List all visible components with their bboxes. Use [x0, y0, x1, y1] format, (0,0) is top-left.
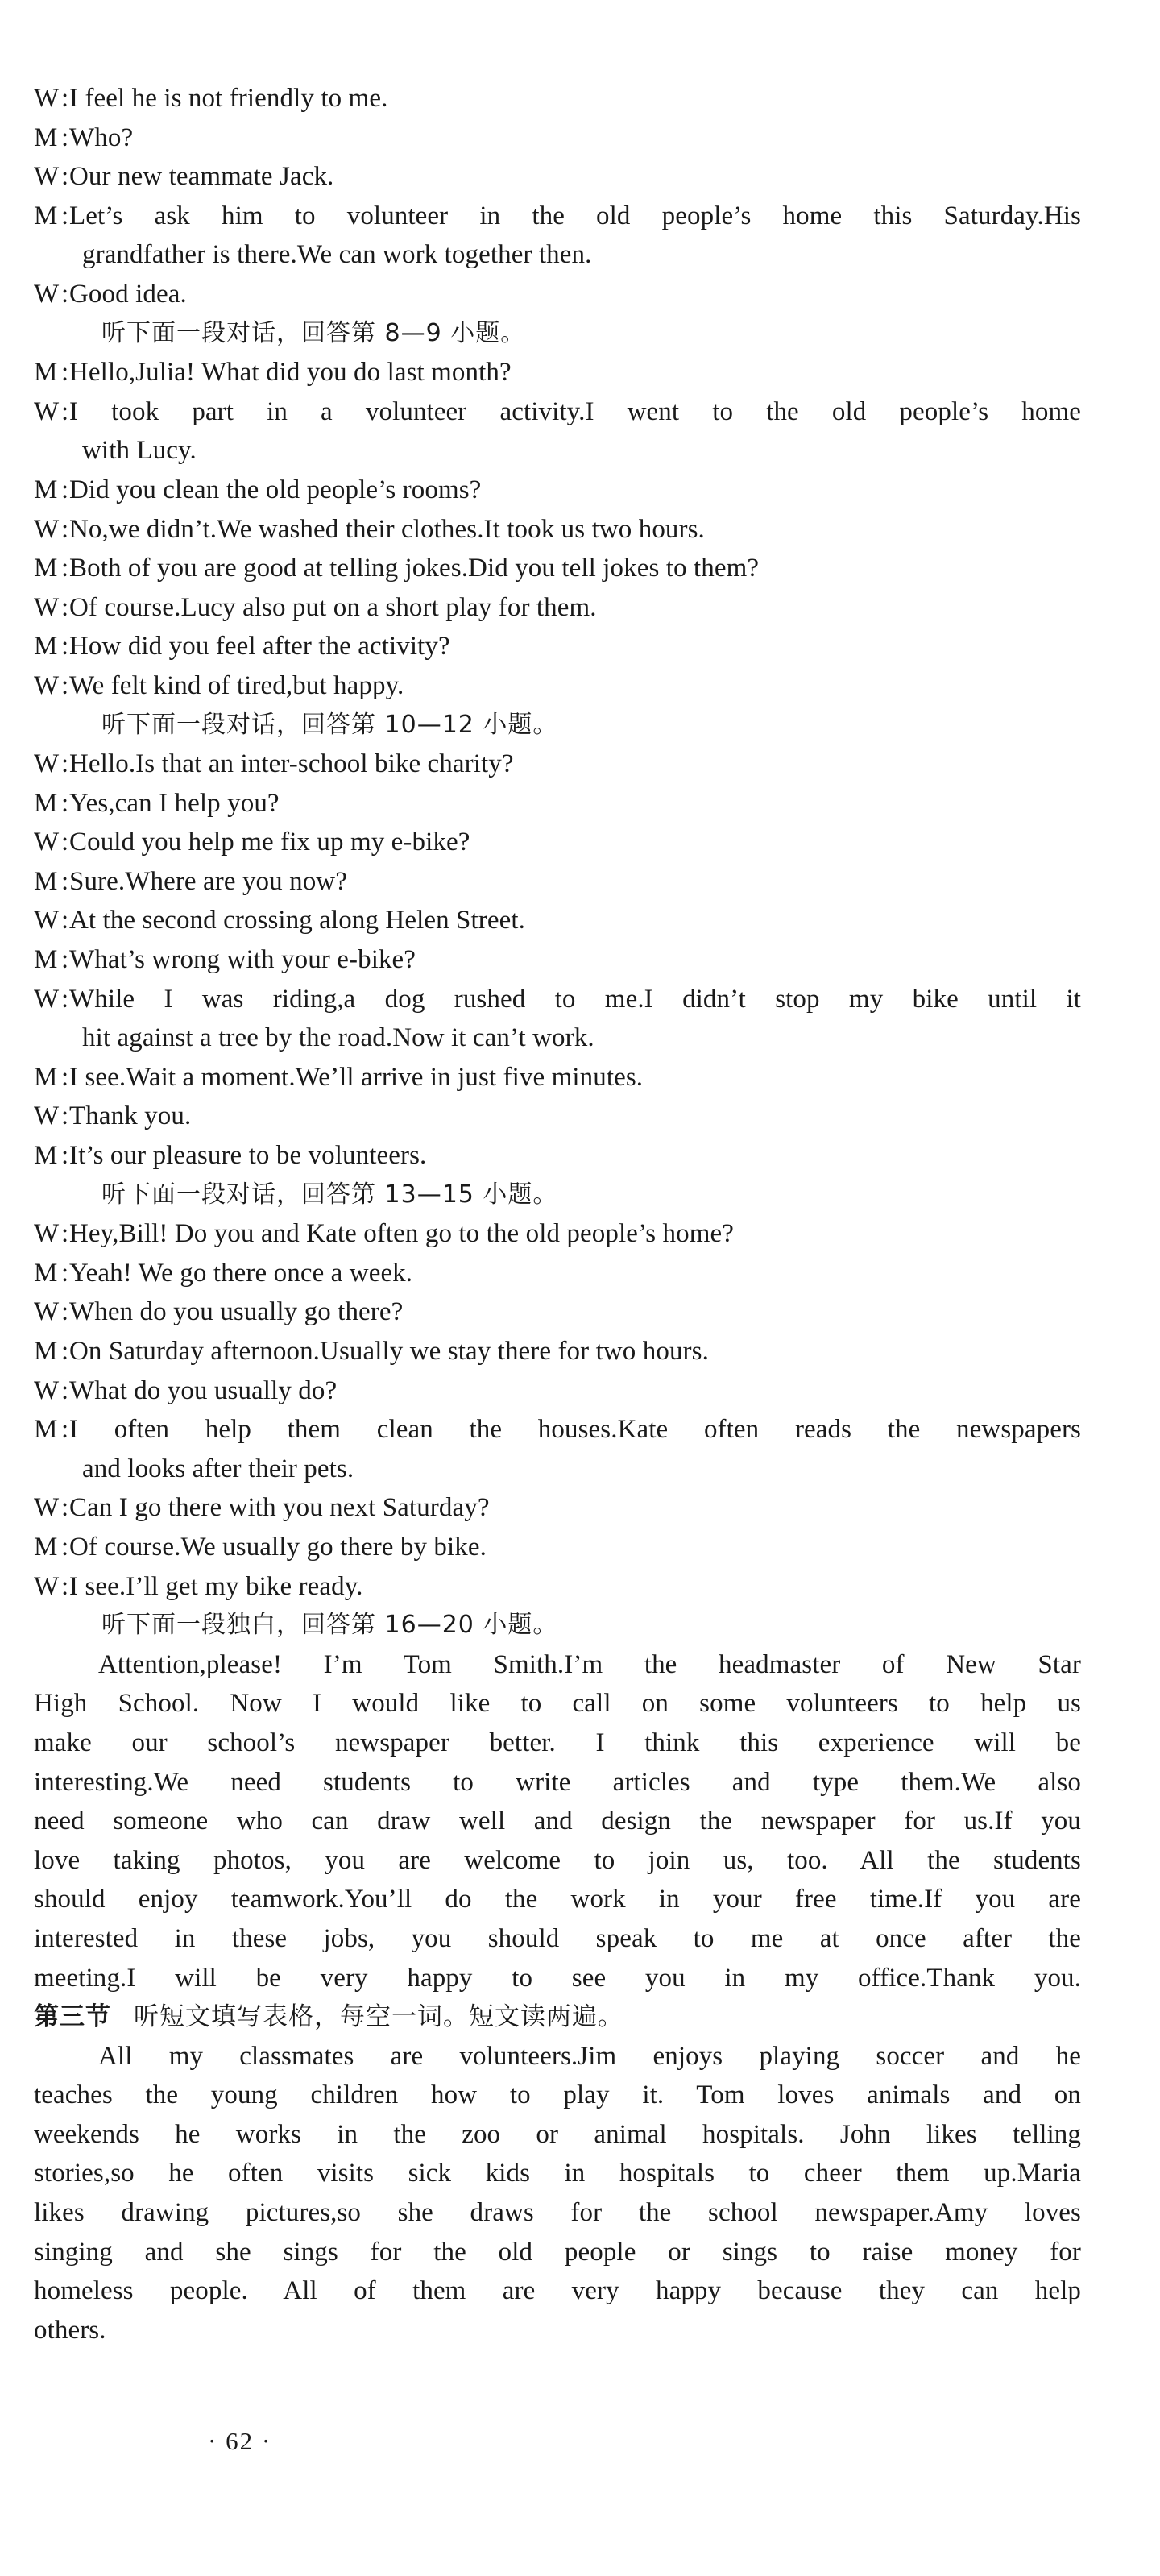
speaker-separator: : [61, 1258, 69, 1288]
dialogue-text: I often help them clean the houses.Kate often reads the newspapers [69, 1415, 1081, 1445]
dialogue-line [34, 471, 1081, 510]
speaker-label: W [34, 670, 60, 700]
dialogue-text: While I was riding,a dog rushed to me.I didn’t stop my bike until it [69, 984, 1081, 1014]
speaker-label: W [34, 1375, 60, 1405]
dialogue-text: Good idea. [69, 279, 187, 309]
dialogue-line [34, 275, 1081, 314]
dialogue-line [34, 1097, 1081, 1136]
dialogue-block-4 [34, 1214, 1081, 1606]
speaker-label: W [34, 1571, 60, 1601]
dialogue-line [34, 1254, 1081, 1293]
section-label: 第三节 [34, 2002, 111, 2032]
dialogue-line [34, 549, 1081, 588]
dialogue-text: I took part in a volunteer activity.I went to the old people’s home [69, 396, 1081, 426]
dialogue-block-3 [34, 745, 1081, 1176]
speaker-label: M [34, 122, 58, 152]
dialogue-line [34, 823, 1081, 862]
speaker-separator: : [61, 514, 69, 544]
dialogue-text: Yes,can I help you? [69, 788, 280, 818]
dialogue-text: I see.I’ll get my bike ready. [69, 1571, 363, 1601]
document-page [34, 79, 1081, 2350]
speaker-separator: : [61, 475, 69, 504]
dialogue-text: Who? [69, 122, 134, 152]
speaker-label: W [34, 592, 60, 622]
speaker-label: M [34, 358, 58, 388]
dialogue-text: Hello,Julia! What did you do last month? [69, 358, 512, 388]
dialogue-text: Our new teammate Jack. [69, 162, 334, 192]
passage-line: stories,so he often visits sick kids in hospitals to cheer them up.Maria [34, 2159, 1081, 2188]
speaker-label: W [34, 984, 60, 1014]
speaker-label: M [34, 1337, 58, 1366]
dialogue-line [34, 1488, 1081, 1528]
dialogue-text: Of course.Lucy also put on a short play for them. [69, 592, 597, 622]
dialogue-continuation: hit against a tree by the road.Now it can’t work. [82, 1023, 594, 1053]
instruction-heading: 听下面一段对话，回答第 8—9 小题。 [102, 318, 526, 347]
speaker-label: W [34, 1101, 60, 1131]
dialogue-line [34, 666, 1081, 706]
monologue-line: make our school’s newspaper better. I think this experience will be [34, 1728, 1081, 1757]
dialogue-text: At the second crossing along Helen Street. [69, 906, 525, 935]
dialogue-line [34, 1567, 1081, 1607]
dialogue-line [34, 588, 1081, 628]
speaker-separator: : [61, 1062, 69, 1092]
dialogue-continuation: with Lucy. [82, 436, 197, 466]
speaker-label: M [34, 1141, 58, 1171]
section-instruction: 听短文填写表格，每空一词。短文读两遍。 [134, 2002, 624, 2032]
monologue-line: interesting.We need students to write articles and type them.We also [34, 1767, 1081, 1797]
speaker-separator: : [61, 1219, 69, 1249]
speaker-label: W [34, 749, 60, 779]
speaker-label: M [34, 1062, 58, 1092]
speaker-label: W [34, 1219, 60, 1249]
dialogue-text: We felt kind of tired,but happy. [69, 670, 404, 700]
dialogue-text: Did you clean the old people’s rooms? [69, 475, 482, 504]
dialogue-line [34, 627, 1081, 666]
dialogue-line [34, 1371, 1081, 1411]
monologue-line: interested in these jobs, you should speak to me at once after the [34, 1923, 1081, 1953]
speaker-separator: : [61, 1337, 69, 1366]
speaker-separator: : [61, 670, 69, 700]
speaker-label: M [34, 1258, 58, 1288]
dialogue-text: Thank you. [69, 1101, 192, 1131]
dialogue-text: Can I go there with you next Saturday? [69, 1493, 490, 1523]
speaker-label: W [34, 279, 60, 309]
speaker-separator: : [61, 945, 69, 975]
dialogue-line [34, 940, 1081, 980]
dialogue-block-1 [34, 79, 1081, 314]
speaker-separator: : [61, 1101, 69, 1131]
speaker-label: M [34, 1532, 58, 1562]
monologue-paragraph [34, 1645, 1081, 1997]
passage-line: weekends he works in the zoo or animal hospitals. John likes telling [34, 2119, 1081, 2149]
dialogue-text: I see.Wait a moment.We’ll arrive in just five minutes. [69, 1062, 644, 1092]
monologue-line: Attention,please! I’m Tom Smith.I’m the headmaster of New Star [98, 1649, 1081, 1679]
speaker-separator: : [61, 279, 69, 309]
dialogue-text: It’s our pleasure to be volunteers. [69, 1141, 427, 1171]
speaker-label: W [34, 1297, 60, 1327]
speaker-label: M [34, 788, 58, 818]
speaker-separator: : [61, 788, 69, 818]
dialogue-text: When do you usually go there? [69, 1297, 404, 1327]
dialogue-text: What do you usually do? [69, 1375, 338, 1405]
passage-line: singing and she sings for the old people or sings to raise money for [34, 2237, 1081, 2267]
passage-line: All my classmates are volunteers.Jim enjoys playing soccer and he [98, 2041, 1081, 2071]
speaker-separator: : [61, 1297, 69, 1327]
dialogue-text: On Saturday afternoon.Usually we stay there for two hours. [69, 1337, 709, 1366]
page-number: · 62 · [208, 2427, 272, 2455]
section-heading [34, 1997, 1081, 2037]
speaker-label: M [34, 866, 58, 896]
dialogue-text: No,we didn’t.We washed their clothes.It took us two hours. [69, 514, 705, 544]
dialogue-line [34, 157, 1081, 197]
speaker-separator: : [61, 201, 69, 230]
speaker-label: M [34, 475, 58, 504]
instruction-heading: 听下面一段独白，回答第 16—20 小题。 [102, 1611, 558, 1640]
dialogue-text: Both of you are good at telling jokes.Did you tell jokes to them? [69, 554, 760, 583]
dialogue-line [34, 1410, 1081, 1450]
speaker-label: W [34, 828, 60, 857]
monologue-line: meeting.I will be very happy to see you in my office.Thank you. [34, 1963, 1081, 1993]
speaker-separator: : [61, 396, 69, 426]
dialogue-line [34, 1292, 1081, 1332]
dialogue-text: How did you feel after the activity? [69, 632, 450, 662]
monologue-line: love taking photos, you are welcome to join us, too. All the students [34, 1845, 1081, 1875]
dialogue-line [34, 745, 1081, 784]
passage-line: likes drawing pictures,so she draws for the school newspaper.Amy loves [34, 2198, 1081, 2228]
dialogue-continuation: grandfather is there.We can work together then. [82, 240, 592, 270]
dialogue-line [34, 1214, 1081, 1254]
speaker-separator: : [61, 1141, 69, 1171]
dialogue-block-2 [34, 353, 1081, 705]
dialogue-line [34, 901, 1081, 940]
speaker-separator: : [61, 749, 69, 779]
instruction-heading: 听下面一段对话，回答第 13—15 小题。 [102, 1180, 558, 1209]
speaker-label: W [34, 396, 60, 426]
speaker-label: M [34, 632, 58, 662]
dialogue-text: Hello.Is that an inter-school bike charity? [69, 749, 514, 779]
dialogue-line [34, 1058, 1081, 1097]
dialogue-text: Let’s ask him to volunteer in the old people’s home this Saturday.His [69, 201, 1081, 230]
speaker-separator: : [61, 984, 69, 1014]
speaker-label: W [34, 1493, 60, 1523]
speaker-label: M [34, 945, 58, 975]
speaker-separator: : [61, 1415, 69, 1445]
speaker-label: W [34, 906, 60, 935]
dialogue-text: What’s wrong with your e-bike? [69, 945, 416, 975]
speaker-separator: : [61, 358, 69, 388]
dialogue-line [34, 784, 1081, 823]
dialogue-text: I feel he is not friendly to me. [69, 84, 388, 113]
speaker-label: W [34, 162, 60, 192]
dialogue-continuation: and looks after their pets. [82, 1454, 354, 1483]
dialogue-line [34, 1332, 1081, 1371]
dialogue-line [34, 118, 1081, 158]
speaker-separator: : [61, 592, 69, 622]
speaker-separator: : [61, 1571, 69, 1601]
dialogue-line [34, 510, 1081, 550]
monologue-line: need someone who can draw well and design the newspaper for us.If you [34, 1807, 1081, 1836]
speaker-separator: : [61, 906, 69, 935]
dialogue-line [34, 79, 1081, 118]
speaker-separator: : [61, 1532, 69, 1562]
passage-line: teaches the young children how to play it. Tom loves animals and on [34, 2080, 1081, 2110]
dialogue-text: Could you help me fix up my e-bike? [69, 828, 470, 857]
speaker-label: M [34, 201, 58, 230]
speaker-separator: : [61, 84, 69, 113]
dialogue-line [34, 862, 1081, 902]
monologue-line: should enjoy teamwork.You’ll do the work in your free time.If you are [34, 1885, 1081, 1914]
speaker-label: W [34, 514, 60, 544]
dialogue-text: Yeah! We go there once a week. [69, 1258, 413, 1288]
speaker-separator: : [61, 554, 69, 583]
monologue-line: High School. Now I would like to call on some volunteers to help us [34, 1689, 1081, 1719]
speaker-separator: : [61, 1375, 69, 1405]
dialogue-line [34, 980, 1081, 1019]
dialogue-text: Sure.Where are you now? [69, 866, 347, 896]
dialogue-line [34, 1136, 1081, 1176]
speaker-label: M [34, 1415, 58, 1445]
instruction-heading: 听下面一段对话，回答第 10—12 小题。 [102, 710, 558, 739]
speaker-separator: : [61, 828, 69, 857]
dialogue-text: Of course.We usually go there by bike. [69, 1532, 487, 1562]
dialogue-line [34, 392, 1081, 432]
speaker-separator: : [61, 162, 69, 192]
dialogue-line [34, 1528, 1081, 1567]
dialogue-text: Hey,Bill! Do you and Kate often go to the old people’s home? [69, 1219, 735, 1249]
speaker-separator: : [61, 866, 69, 896]
speaker-label: M [34, 554, 58, 583]
passage-paragraph [34, 2037, 1081, 2350]
speaker-separator: : [61, 122, 69, 152]
speaker-separator: : [61, 632, 69, 662]
speaker-label: W [34, 84, 60, 113]
dialogue-line [34, 197, 1081, 236]
speaker-separator: : [61, 1493, 69, 1523]
passage-line: others. [34, 2315, 106, 2345]
dialogue-line [34, 353, 1081, 392]
passage-line: homeless people. All of them are very happy because they can help [34, 2276, 1081, 2306]
